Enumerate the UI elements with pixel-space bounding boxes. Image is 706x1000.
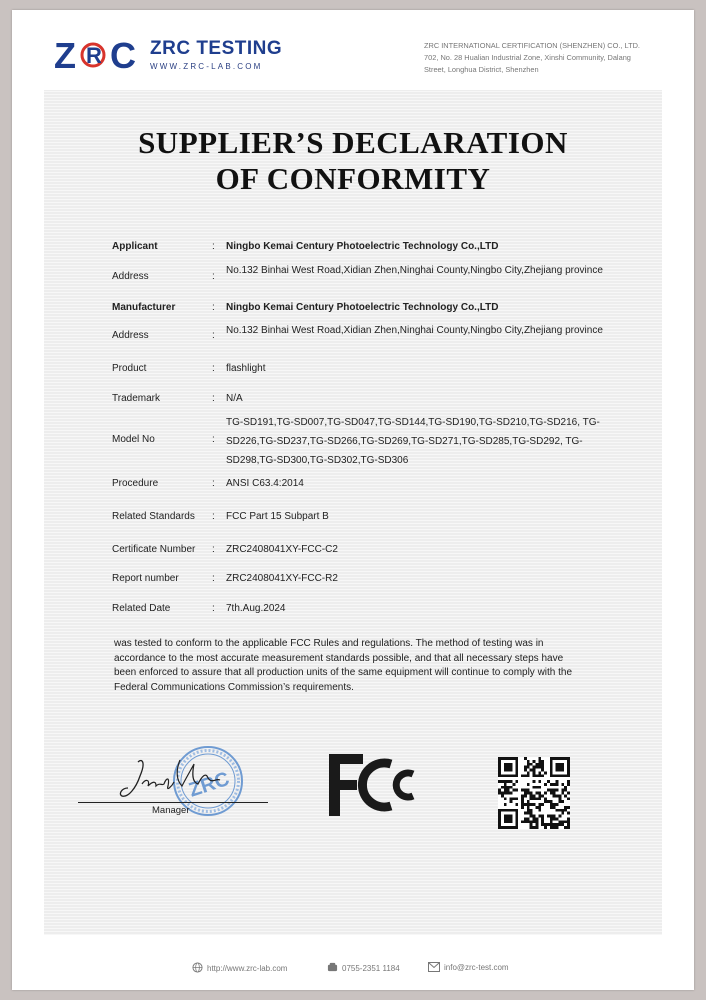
document-title: SUPPLIER’S DECLARATION — [138, 125, 568, 160]
field-label: Model No — [112, 434, 155, 445]
footer-email[interactable]: info@zrc-test.com — [444, 963, 509, 972]
brand-url: WWW.ZRC-LAB.COM — [150, 62, 263, 71]
field-value: ZRC2408041XY-FCC-R2 — [226, 573, 338, 584]
field-value: FCC Part 15 Subpart B — [226, 511, 329, 522]
zrc-logo-icon — [54, 36, 149, 74]
mail-icon — [428, 962, 440, 972]
field-label: Report number — [112, 573, 179, 584]
field-label: Address — [112, 271, 149, 282]
company-address — [424, 40, 674, 77]
field-value: No.132 Binhai West Road,Xidian Zhen,Ninghai County,Ningbo City,Zhejiang province — [226, 325, 603, 336]
field-value: ANSI C63.4:2014 — [226, 478, 304, 489]
field-label: Product — [112, 363, 147, 374]
phone-icon — [327, 962, 338, 973]
field-value: N/A — [226, 393, 243, 404]
field-label: Certificate Number — [112, 544, 196, 555]
field-label: Related Date — [112, 603, 171, 614]
footer-website[interactable]: http://www.zrc-lab.com — [207, 964, 288, 973]
field-value: TG-SD191,TG-SD007,TG-SD047,TG-SD144,TG-SD190,TG-SD210,TG-SD216, TG-SD226,TG-SD237,TG-SD266,TG-SD269,TG-SD271,TG-SD285,TG-SD292, TG-SD298,TG-SD300,TG-SD302,TG-SD306 — [226, 417, 600, 466]
signature-block — [78, 740, 288, 830]
field-label: Procedure — [112, 478, 159, 489]
signature-icon — [116, 756, 226, 804]
field-label: Applicant — [112, 241, 158, 252]
letterhead — [12, 10, 694, 90]
field-value: No.132 Binhai West Road,Xidian Zhen,Ninghai County,Ningbo City,Zhejiang province — [226, 265, 603, 276]
fcc-logo — [327, 752, 419, 818]
field-label: Related Standards — [112, 511, 195, 522]
company-line: Street, Longhua District, Shenzhen — [424, 65, 539, 75]
svg-text:C: C — [110, 36, 136, 74]
document-title: OF CONFORMITY — [215, 161, 491, 196]
field-value: flashlight — [226, 363, 266, 374]
field-value: 7th.Aug.2024 — [226, 603, 286, 614]
field-label: Address — [112, 330, 149, 341]
field-value: ZRC2408041XY-FCC-C2 — [226, 544, 338, 555]
certificate-page — [12, 10, 694, 990]
field-label: Manufacturer — [112, 302, 176, 313]
field-value: Ningbo Kemai Century Photoelectric Technology Co.,LTD — [226, 241, 499, 252]
company-line: ZRC INTERNATIONAL CERTIFICATION (SHENZHEN) CO., LTD. — [424, 41, 640, 50]
svg-text:Z: Z — [54, 36, 76, 74]
field-label: Trademark — [112, 393, 160, 404]
manager-label: Manager — [152, 805, 190, 816]
qr-code — [498, 757, 570, 829]
conformity-statement: was tested to conform to the applicable FCC Rules and regulations. The method of testing was in accordance to the most accurate measurement standards possible, and that all necessary steps have been enforced to assure that all production units of the same equipment will continue to comply with the Federal Communications Commission’s requirements. — [114, 638, 573, 693]
svg-text:R: R — [86, 43, 102, 68]
declaration-panel: SUPPLIER’S DECLARATION OF CONFORMITY Applicant : Ningbo Kemai Century Photoelectric Technology Co.,LTD Address : No.132 Binhai West Road,Xidian Zhen,Ninghai County,Ningbo City,Zhejiang province Manufacturer : Ningbo Kemai Century Photoelectric Technology Co.,LTD Address : No.132 Binhai West Road,Xidian Zhen,Ninghai County,Ningbo City,Zhejiang province Product : flashlight Trademark : N/A Model No : TG-SD191,TG-SD007,TG-SD047,TG-SD144,TG-SD190,TG-SD210,TG-SD216, TG-SD226,TG-SD237,TG-SD266,TG-SD269,TG-SD271,TG-SD285,TG-SD292, TG-SD298,TG-SD300,TG-SD302,TG-SD306 Procedure : ANSI C63.4:2014 Related Standards : FCC Part 15 Subpart B Certificate Number : ZRC2408041XY-FCC-C2 Report number : ZRC2408041XY-FCC-R2 Related Date : 7th.Aug.2024 was tested to conform to the applicable FCC Rules and regulations. The method of testing was in accordance to the most accurate measurement standards possible, and that all necessary steps have been enforced to assure that all production units of the same equipment will continue to comply with the Federal Communications Commission’s requirements. — [44, 90, 662, 935]
footer-phone: 0755-2351 1184 — [342, 964, 400, 973]
signature-line — [78, 802, 268, 803]
page-footer — [12, 958, 694, 976]
globe-icon — [192, 962, 203, 973]
brand-name: ZRC TESTING — [150, 38, 283, 59]
company-line: 702, No. 28 Hualian Industrial Zone, Xinshi Community, Dalang — [424, 53, 631, 63]
seal-text: ZRC — [186, 767, 233, 802]
field-value: Ningbo Kemai Century Photoelectric Technology Co.,LTD — [226, 302, 499, 313]
